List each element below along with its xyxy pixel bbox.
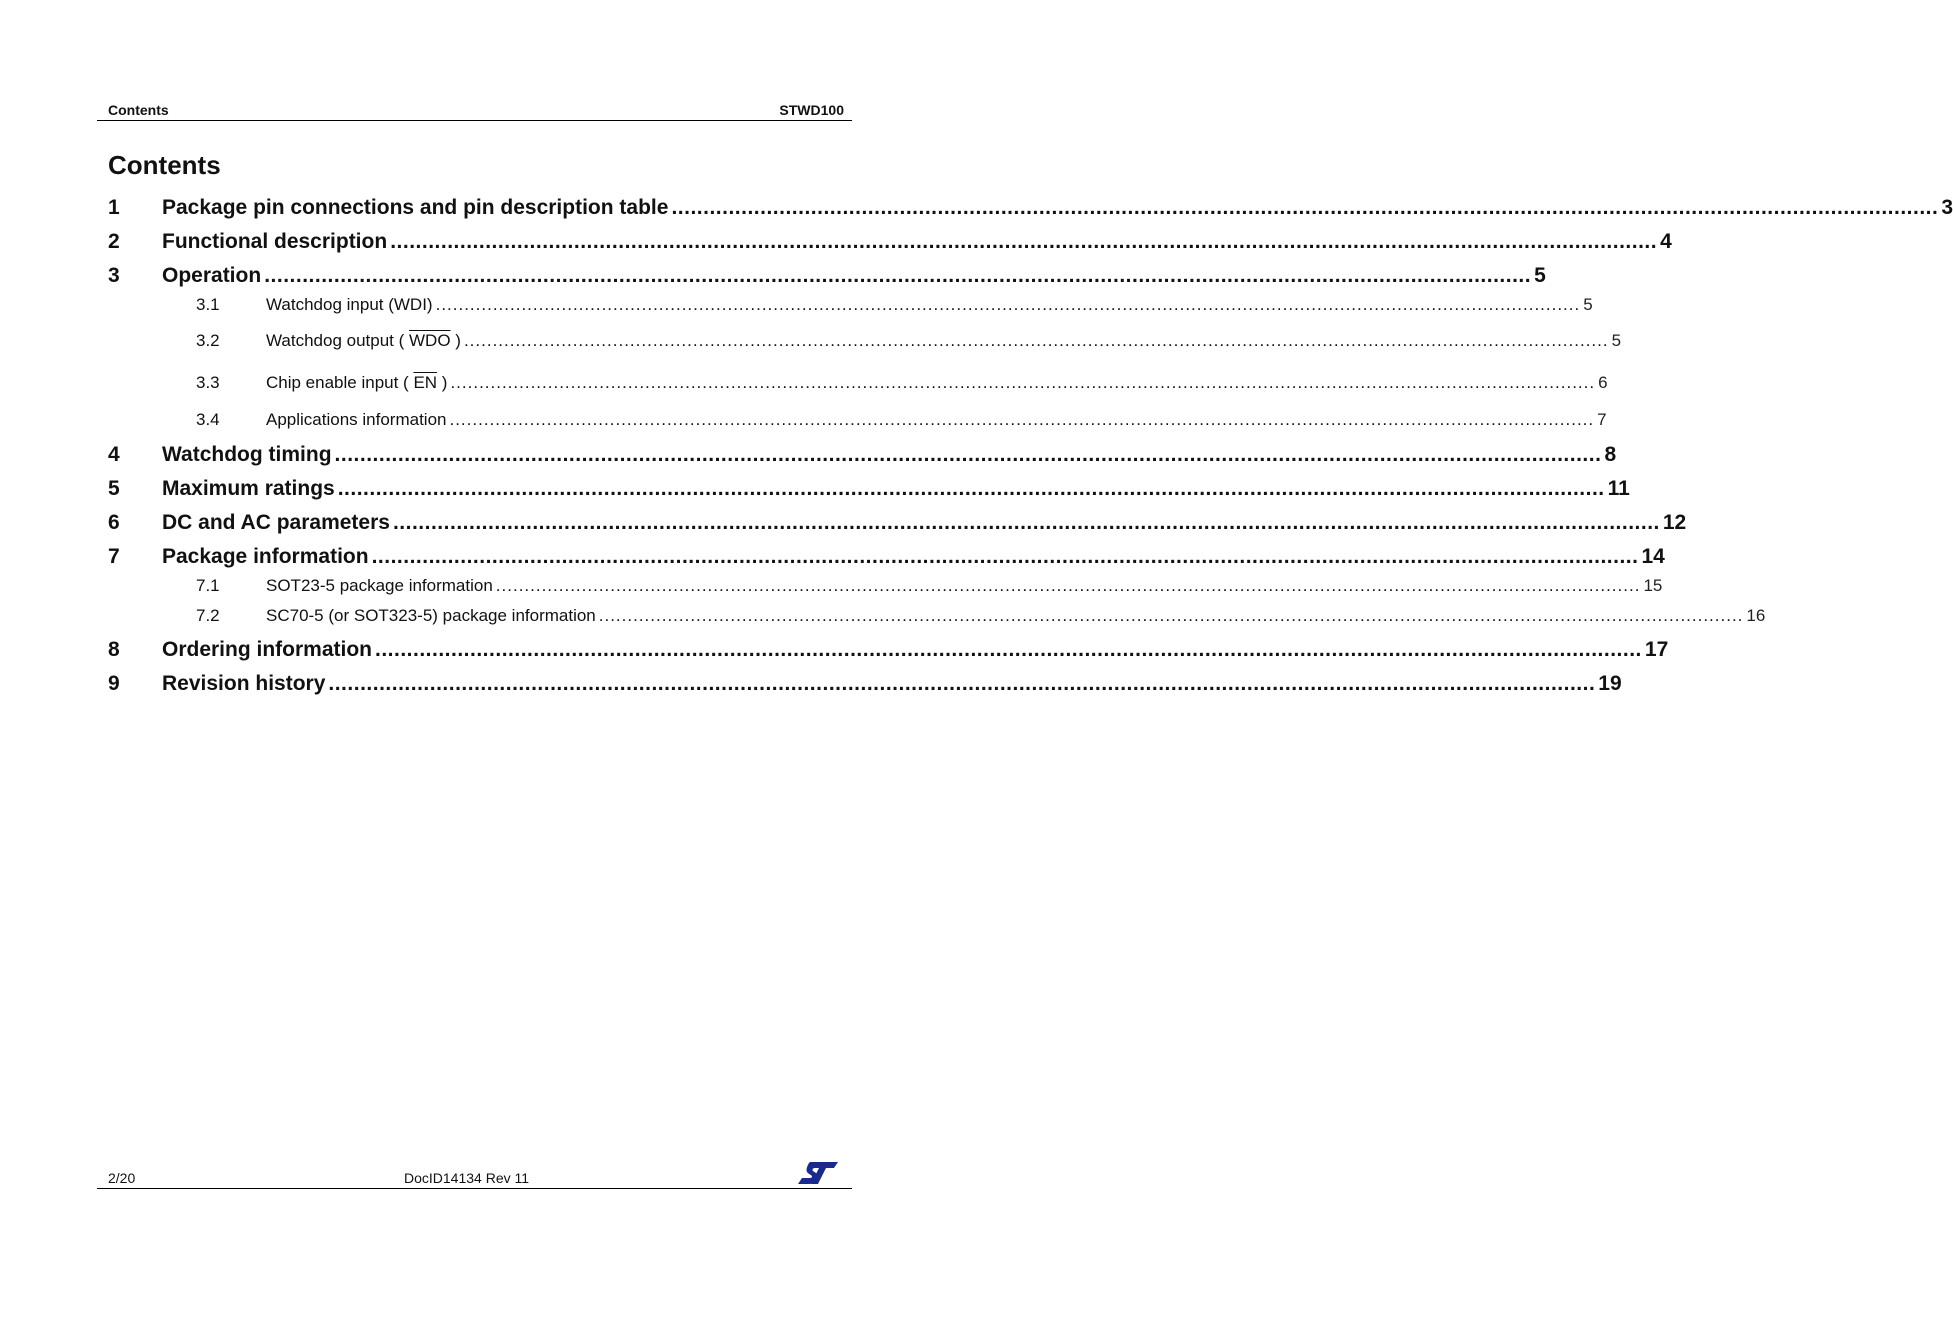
- footer-doc-id: DocID14134 Rev 11: [404, 1170, 530, 1186]
- toc-entry-number: 3.3: [196, 373, 220, 392]
- toc-entry-signal-name: $\overline{EN}$: [413, 373, 438, 392]
- toc-entry[interactable]: [108, 672, 1622, 696]
- page-header: [97, 100, 852, 121]
- toc-entry[interactable]: [108, 477, 1630, 501]
- toc-entry-page: 7: [1597, 410, 1607, 429]
- toc-leader-dots: ........................................................................................................................................................................................................: [671, 196, 1939, 219]
- header-product-name: STWD100: [779, 102, 844, 118]
- toc-entry-number: 3.1: [196, 295, 220, 314]
- toc-leader-dots: ........................................................................................................................................................................................................: [371, 545, 1639, 568]
- toc-entry-page: 4: [1660, 230, 1672, 253]
- toc-entry-title: SC70-5 (or SOT323-5) package information: [266, 606, 596, 625]
- toc-entry-page: 15: [1643, 576, 1663, 595]
- toc-entry[interactable]: [108, 545, 1665, 569]
- toc-entry-page: 19: [1598, 672, 1622, 695]
- toc-entry-title: Applications information: [266, 410, 447, 429]
- toc-leader-dots: ........................................................................................................................................................................................................: [495, 576, 1641, 595]
- toc-entry-title: Package pin connections and pin description table: [162, 196, 669, 219]
- toc-entry[interactable]: [108, 511, 1687, 535]
- toc-entry-number: 2: [108, 230, 120, 253]
- toc-entry-number: 7.1: [196, 576, 220, 595]
- toc-subentry[interactable]: [108, 295, 1593, 315]
- toc-subentry[interactable]: [108, 410, 1607, 430]
- footer-page-number: 2/20: [108, 1170, 136, 1186]
- toc-leader-dots: ........................................................................................................................................................................................................: [390, 230, 1658, 253]
- toc-entry-number: 3.2: [196, 331, 220, 350]
- toc-entry-title: Package information: [162, 545, 369, 568]
- toc-entry-number: 5: [108, 477, 120, 500]
- toc-subentry[interactable]: [108, 331, 1622, 351]
- toc-entry-title: Watchdog input (WDI): [266, 295, 433, 314]
- toc-leader-dots: ........................................................................................................................................................................................................: [337, 477, 1605, 500]
- toc-entry-page: 12: [1662, 511, 1687, 534]
- toc-entry-title: Ordering information: [162, 638, 372, 661]
- header-section-title: Contents: [108, 102, 169, 118]
- toc-entry-page: 16: [1746, 606, 1766, 625]
- toc-entry-title: DC and AC parameters: [162, 511, 390, 534]
- toc-entry-title: Revision history: [162, 672, 326, 695]
- toc-entry-number: 9: [108, 672, 120, 695]
- toc-leader-dots: ........................................................................................................................................................................................................: [598, 606, 1744, 625]
- toc-entry[interactable]: [108, 264, 1546, 288]
- toc-entry-title-suffix: ): [450, 331, 461, 350]
- toc-entry-title: Functional description: [162, 230, 388, 253]
- toc-subentry[interactable]: [108, 576, 1663, 596]
- page-footer: [97, 1168, 852, 1189]
- toc-entry[interactable]: [108, 196, 1953, 220]
- toc-entry-title: [266, 331, 461, 351]
- toc-leader-dots: ........................................................................................................................................................................................................: [450, 373, 1596, 392]
- toc-subentry[interactable]: [108, 606, 1766, 626]
- toc-entry-title: Maximum ratings: [162, 477, 335, 500]
- toc-entry-page: 6: [1598, 373, 1608, 392]
- toc-entry-title: Watchdog timing: [162, 443, 332, 466]
- toc-leader-dots: ........................................................................................................................................................................................................: [328, 672, 1596, 695]
- toc-leader-dots: ........................................................................................................................................................................................................: [375, 638, 1642, 661]
- toc-entry-page: 8: [1604, 443, 1617, 466]
- st-logo-icon: [796, 1160, 840, 1186]
- toc-entry-number: 1: [108, 196, 120, 219]
- toc-entry-title-prefix: Watchdog output (: [266, 331, 410, 350]
- toc-entry-title: SOT23-5 package information: [266, 576, 493, 595]
- toc-entry-number: 3: [108, 264, 120, 287]
- toc-entry-page: 14: [1641, 545, 1665, 568]
- toc-entry-number: 7: [108, 545, 120, 568]
- toc-subentry[interactable]: [108, 373, 1608, 393]
- toc-entry-page: 17: [1644, 638, 1669, 661]
- toc-leader-dots: ........................................................................................................................................................................................................: [463, 331, 1609, 350]
- toc-leader-dots: ........................................................................................................................................................................................................: [264, 264, 1532, 287]
- toc-entry-number: 4: [108, 443, 120, 466]
- toc-entry-title-prefix: Chip enable input (: [266, 373, 414, 392]
- toc-entry-number: 3.4: [196, 410, 220, 429]
- toc-entry-number: 7.2: [196, 606, 220, 625]
- toc-entry-page: 3: [1941, 196, 1953, 219]
- toc-leader-dots: ........................................................................................................................................................................................................: [449, 410, 1595, 429]
- page-title: Contents: [108, 150, 221, 180]
- toc-entry[interactable]: [108, 230, 1672, 254]
- toc-entry-title: [266, 373, 447, 393]
- toc-entry-page: 5: [1534, 264, 1546, 287]
- toc-entry[interactable]: [108, 638, 1669, 662]
- toc-entry-signal-name: $\overline{WDO}$: [409, 331, 451, 350]
- toc-entry-page: 11: [1607, 477, 1630, 500]
- toc-leader-dots: ........................................................................................................................................................................................................: [334, 443, 1602, 466]
- toc-entry-title-suffix: ): [437, 373, 448, 392]
- toc-entry[interactable]: [108, 443, 1617, 467]
- toc-entry-page: 5: [1611, 331, 1622, 350]
- toc-entry-title: Operation: [162, 264, 262, 287]
- toc-entry-number: 6: [108, 511, 120, 534]
- toc-leader-dots: ........................................................................................................................................................................................................: [435, 295, 1581, 314]
- toc-entry-page: 5: [1583, 295, 1593, 314]
- toc-entry-number: 8: [108, 638, 120, 661]
- toc-leader-dots: ........................................................................................................................................................................................................: [392, 511, 1660, 534]
